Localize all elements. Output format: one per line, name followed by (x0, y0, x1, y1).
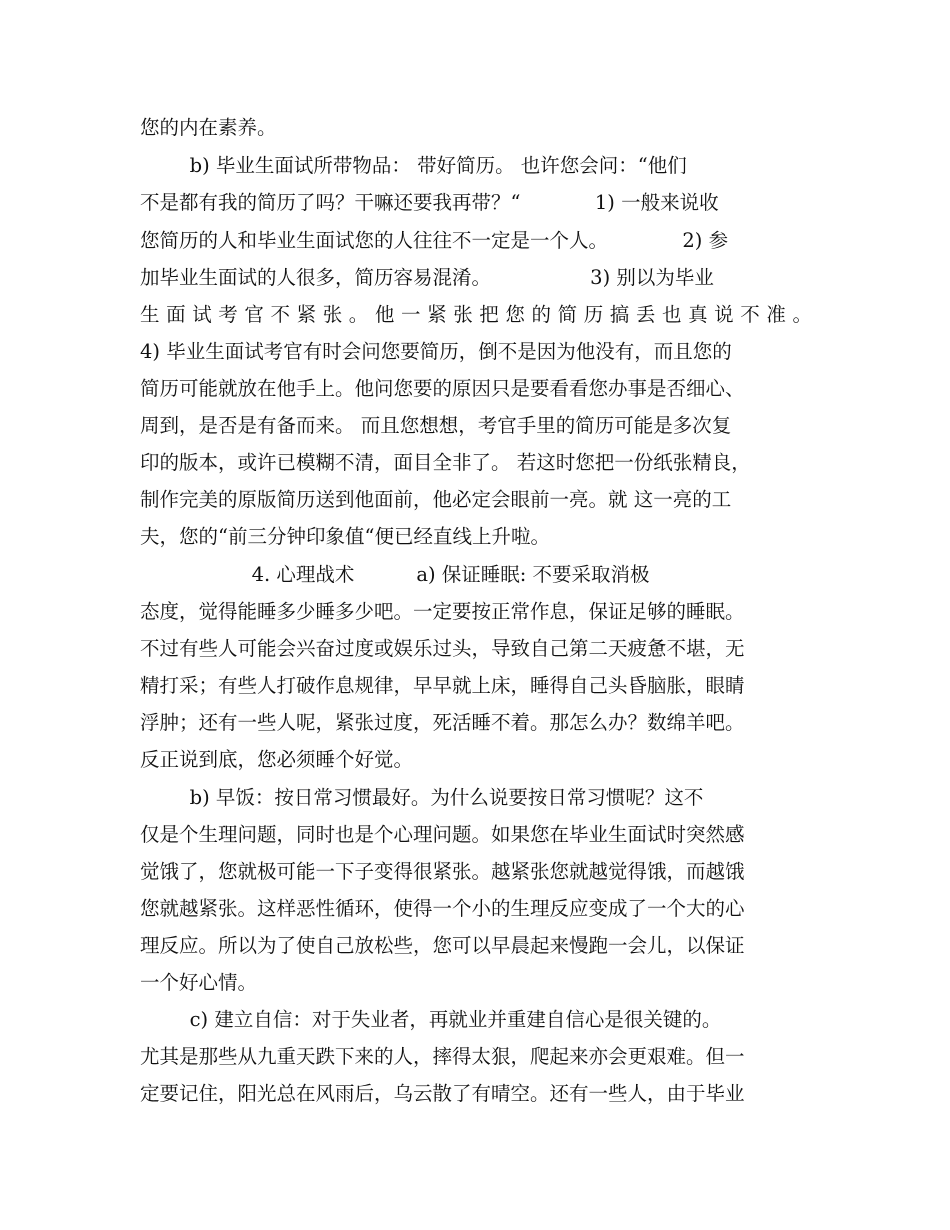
text-line: 不是都有我的简历了吗？干嘛还要我再带？“ 1) 一般来说收 (140, 191, 719, 214)
text-line: 尤其是那些从九重天跌下来的人，摔得太狠，爬起来亦会更艰难。但一 (140, 1045, 745, 1068)
text-line: 一个好心情。 (140, 971, 258, 994)
text-line: 加毕业生面试的人很多，简历容易混淆。 3) 别以为毕业 (140, 266, 714, 289)
text-line: 周到，是否是有备而来。 而且您想想，考官手里的简历可能是多次复 (140, 414, 732, 437)
text-line: 您简历的人和毕业生面试您的人往往不一定是一个人。 2) 参 (140, 229, 729, 252)
text-line: 定要记住，阳光总在风雨后，乌云散了有晴空。还有一些人，由于毕业 (140, 1082, 745, 1105)
text-line: 印的版本，或许已模糊不清，面目全非了。 若这时您把一份纸张精良， (140, 451, 751, 474)
text-line: 仅是个生理问题，同时也是个心理问题。如果您在毕业生面试时突然感 (140, 823, 745, 846)
text-line: 简历可能就放在他手上。他问您要的原因只是要看看您办事是否细心、 (140, 377, 745, 400)
text-line: b) 毕业生面试所带物品： 带好简历。 也许您会问：“他们 (140, 154, 687, 177)
text-line: 浮肿；还有一些人呢，紧张过度，死活睡不着。那怎么办？数绵羊吧。 (140, 711, 745, 734)
text-line: 理反应。所以为了使自己放松些，您可以早晨起来慢跑一会儿，以保证 (140, 934, 745, 957)
text-line: 生面试考官不紧张。他一紧张把您的简历搞丢也真说不准。 (140, 303, 812, 326)
text-line: 觉饿了，您就极可能一下子变得很紧张。越紧张您就越觉得饿，而越饿 (140, 860, 745, 883)
text-line: 精打采；有些人打破作息规律，早早就上床，睡得自己头昏脑胀，眼睛 (140, 674, 745, 697)
text-line: 反正说到底，您必须睡个好觉。 (140, 748, 414, 771)
text-line: b) 早饭：按日常习惯最好。为什么说要按日常习惯呢？这不 (140, 786, 704, 809)
text-line: 不过有些人可能会兴奋过度或娱乐过头，导致自己第二天疲惫不堪，无 (140, 637, 745, 660)
text-line: 您的内在素养。 (140, 116, 277, 139)
text-line: 制作完美的原版简历送到他面前，他必定会眼前一亮。就 这一亮的工 (140, 488, 732, 511)
text-line: 4) 毕业生面试考官有时会问您要简历，倒不是因为他没有，而且您的 (140, 340, 732, 363)
text-line: 您就越紧张。这样恶性循环，使得一个小的生理反应变成了一个大的心 (140, 897, 745, 920)
text-line: 夫，您的“前三分钟印象值“便已经直线上升啦。 (140, 525, 550, 548)
text-line: 态度，觉得能睡多少睡多少吧。一定要按正常作息，保证足够的睡眠。 (140, 600, 745, 623)
text-line: 4. 心理战术 a) 保证睡眠: 不要采取消极 (140, 563, 650, 586)
text-line: c) 建立自信：对于失业者，再就业并重建自信心是很关键的。 (140, 1008, 722, 1031)
